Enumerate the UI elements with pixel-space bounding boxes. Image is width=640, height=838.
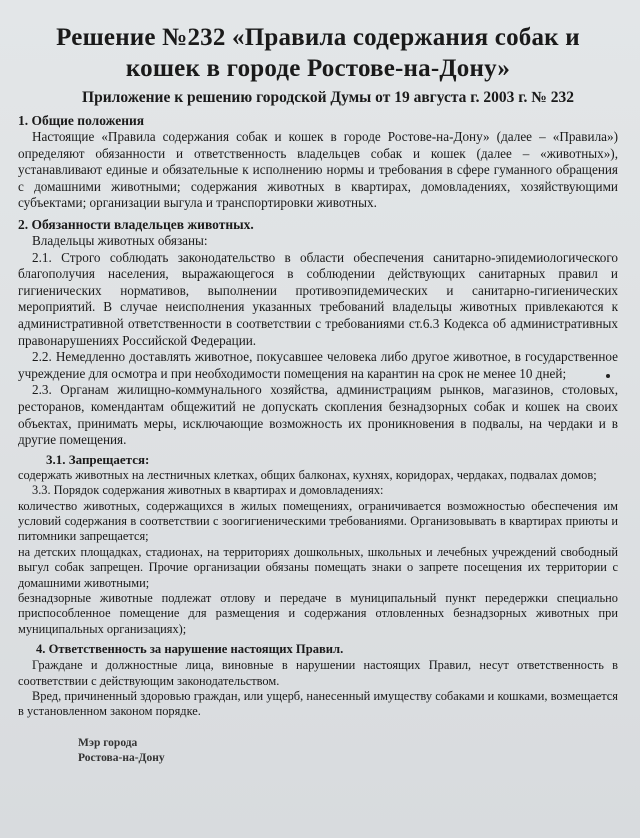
signature-city: Ростова-на-Дону: [78, 751, 165, 764]
section-3-3-heading: 3.3. Порядок содержания животных в квартирах и домовладениях:: [32, 483, 384, 498]
section-2-heading: 2. Обязанности владельцев животных.: [18, 216, 254, 232]
section-3-3-text-1: количество животных, содержащихся в жилых помещениях, ограничивается возможностью обеспечения им условий содержания в соответствии с зоогигиеническими требованиями. Организовывать в квартирах приюты и питомники запрещается;: [18, 498, 618, 544]
section-4-text-2: Вред, причиненный здоровью граждан, или ущерб, нанесенный имуществу собаками и кошками, возмещается в установленном законом порядке.: [18, 688, 618, 719]
paragraph-2-1: 2.1. Строго соблюдать законодательство в области обеспечения санитарно-эпидемиологического благополучия населения, выражающегося в соблюдении действующих санитарных правил и гигиенических нормативов, выполнении противоэпидемических и санитарно-гигиенических мероприятий. В случае неисполнения указанных требований владельцы животных привлекаются к административной ответственности в соответствии с требованиями ст.6.3 Кодекса об административных правонарушениях Российской Федерации.: [18, 249, 618, 348]
section-3-3-text-2: на детских площадках, стадионах, на территориях дошкольных, школьных и лечебных учреждений свободный выгул собак запрещен. Прочие организации обязаны помещать знаки о запрете посещения их территории с домашними животными;: [18, 544, 618, 590]
document-title: Решение №232 «Правила содержания собак и кошек в городе Ростове-на-Дону»: [56, 24, 580, 82]
section-3-1-heading: 3.1. Запрещается:: [46, 451, 150, 467]
paper-mark: [606, 374, 610, 378]
section-3-1-text: содержать животных на лестничных клетках, общих балконах, кухнях, коридорах, чердаках, подвалах домов;: [18, 467, 597, 482]
section-1-heading: 1. Общие положения: [18, 113, 145, 128]
paragraph-2-2: 2.2. Немедленно доставлять животное, покусавшее человека либо другое животное, в государственное учреждение для осмотра и при необходимости помещения на карантин на срок не менее 10 дней;: [18, 349, 618, 381]
signature-title: Мэр города: [78, 736, 138, 749]
section-4-text-1: Граждане и должностные лица, виновные в нарушении настоящих Правил, несут ответственность в соответствии с действующим законодательством.: [18, 658, 618, 688]
paragraph-2-3: 2.3. Органам жилищно-коммунального хозяйства, администрациям рынков, магазинов, столовых, ресторанов, комендантам общежитий не допускать скопления безнадзорных собак и кошек на своих объектах, принимать меры, исключающие возможность их проникновения в подвалы, на чердаки и в другие помещения.: [18, 382, 618, 448]
section-3-3-text-3: безнадзорные животные подлежат отлову и передаче в муниципальный пункт передержки специально приспособленное помещение для размещения и содержания отловленных безнадзорных животных при муниципальных организациях);: [18, 590, 618, 636]
section-2-intro: Владельцы животных обязаны:: [32, 232, 208, 248]
signature-block: [18, 736, 618, 766]
section-1-text: Настоящие «Правила содержания собак и кошек в городе Ростове-на-Дону» (далее – «Правила») определяют обязанности и ответственность владельцев собак и кошек (далее – «животных»), устанавливают единые и обязательные к исполнению нормы и требования в сфере гуманного обращения с домашними животными; содержания животных в квартирах, домовладениях, хозяйствующими субъектами; организации выгула и транспортировки животных.: [18, 129, 618, 211]
section-4-heading: 4. Ответственность за нарушение настоящих Правил.: [36, 642, 344, 657]
document-subtitle: Приложение к решению городской Думы от 19 августа г. 2003 г. № 232: [82, 89, 574, 106]
